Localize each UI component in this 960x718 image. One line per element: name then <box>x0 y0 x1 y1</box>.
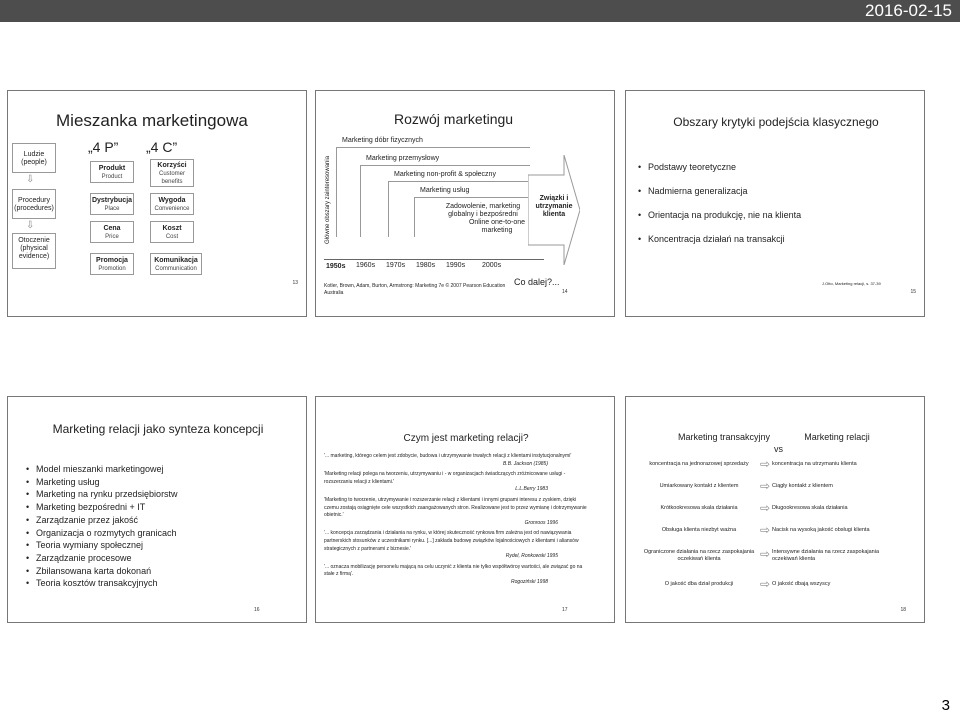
row-left: O jakość dba dział produkcji <box>664 581 734 587</box>
c-item-communication: Komunikacja Communication <box>150 253 202 275</box>
bullet-item: • Zarządzanie przez jakość <box>26 514 296 527</box>
column-4c-heading: „4 C” <box>146 139 178 155</box>
slide-15 <box>625 90 925 317</box>
row-left: koncentracja na jednorazowej sprzedaży <box>649 461 749 467</box>
bullet-item: • Zbilansowana karta dokonań <box>26 565 296 578</box>
bullet-item: • Koncentracja działań na transakcji <box>638 227 918 251</box>
decade-1990s: 1990s <box>446 262 466 269</box>
c-item-cost: Koszt Cost <box>150 221 194 243</box>
arrow-right-icon: ⇨ <box>760 479 771 493</box>
quote-item: '... koncepcja zarządzania i działania na rynku, w której skuteczność rynkowa firm zależna jest od nawiązywania partnerskich stosunków z uczestnikami rynku. [...] zakłada budowę związków lojalnościowych z klientami i aliansów strategicznych z partnerami z biznesie.' Rydel, Ronkowski 1995 <box>324 530 579 560</box>
arrow-down-icon: ⇩ <box>26 220 35 231</box>
p-item-place: Dystrybucja Place <box>90 193 134 215</box>
left-column-title: Marketing transakcyjny <box>677 432 771 442</box>
header-bar <box>0 0 960 22</box>
slide-title: Czym jest marketing relacji? <box>403 433 529 444</box>
arrow-right-icon: ⇨ <box>760 547 771 561</box>
stage-1: Marketing dóbr fizycznych <box>342 137 423 144</box>
vs-label: vs <box>774 444 783 454</box>
row-right: O jakość dbają wszyscy <box>772 581 831 587</box>
arrow-right-icon: ⇨ <box>760 577 771 591</box>
bullet-item: • Nadmierna generalizacja <box>638 179 918 203</box>
slide-number: 16 <box>254 607 260 613</box>
stage-4: Marketing usług <box>420 187 470 194</box>
bullet-item: • Orientacja na produkcję, nie na klienta <box>638 203 918 227</box>
row-left: Umiarkowany kontakt z klientem <box>659 483 739 489</box>
p-item-promotion: Promocja Promotion <box>90 253 134 275</box>
slide-title: Marketing relacji jako synteza koncepcji <box>52 422 264 436</box>
stage-3: Marketing non-profit & społeczny <box>394 171 496 178</box>
source-text: Kotler, Brown, Adam, Burton, Armstrong: Marketing 7e © 2007 Pearson Education Australia <box>324 283 506 296</box>
bullet-list <box>638 155 918 251</box>
c-item-convenience: Wygoda Convenience <box>150 193 194 215</box>
decade-1960s: 1960s <box>356 262 376 269</box>
arrow-right-icon: ⇨ <box>760 501 771 515</box>
bullet-item: • Marketing bezpośredni + IT <box>26 501 296 514</box>
arrow-right-icon: ⇨ <box>760 457 771 471</box>
row-right: Ciągły kontakt z klientem <box>772 483 833 489</box>
quote-list <box>324 453 588 587</box>
bullet-item: • Marketing usług <box>26 476 296 489</box>
row-left: Ograniczone działania na rzecz zaspokajania oczekiwań klienta <box>643 549 755 562</box>
bullet-item: • Model mieszanki marketingowej <box>26 463 296 476</box>
vertical-axis-label: Główne obszary zainteresowania <box>325 155 331 244</box>
side-label-procedures: Procedury (procedures) <box>12 189 56 219</box>
date-label: 2016-02-15 <box>865 1 952 20</box>
slide-17 <box>315 396 615 623</box>
slide-title: Obszary krytyki podejścia klasycznego <box>673 115 879 129</box>
row-left: Obsługa klienta niezbyt ważna <box>661 527 737 533</box>
slide-16 <box>7 396 307 623</box>
bullet-item: • Podstawy teoretyczne <box>638 155 918 179</box>
slide-title: Mieszanka marketingowa <box>56 111 248 130</box>
question-text: Co dalej?... <box>514 277 560 287</box>
bullet-item: • Teoria kosztów transakcyjnych <box>26 577 296 590</box>
arrow-text: Związki i utrzymanie klienta <box>535 195 573 218</box>
stage-6: Online one-to-one marketing <box>468 219 526 234</box>
bullet-list <box>26 463 296 590</box>
slide-13 <box>7 90 307 317</box>
quote-item: 'Marketing relacji polega na tworzeniu, utrzymywaniu i - w organizacjach świadczących zróżnicowane usługi - rozszerzaniu relacji z klientami.' L.L.Berry 1983 <box>324 471 566 493</box>
slide-title: Rozwój marketingu <box>394 111 514 127</box>
source-text: J.Otto, Marketing relacji, s. 37-39 <box>822 281 881 286</box>
row-left: Krótkookresowa skala działania <box>660 505 738 511</box>
row-right: Długookresowa skala działania <box>772 505 848 511</box>
slide-number: 17 <box>562 607 568 613</box>
quote-item: '... oznacza mobilizację personelu mającą na celu uczynić z klienta nie tylko współtwórcę wartości, ale związać go na stałe z firmą'. Rogoziński 1998 <box>324 563 583 585</box>
slide-18 <box>625 396 925 623</box>
arrow-right-icon: ⇨ <box>760 523 771 537</box>
side-label-physical-evidence: Otoczenie (physical evidence) <box>12 233 56 269</box>
stages-outline <box>414 197 530 237</box>
p-item-product: Produkt Product <box>90 161 134 183</box>
page-number: 3 <box>941 697 950 714</box>
bullet-item: • Organizacja o rozmytych granicach <box>26 527 296 540</box>
quote-item: 'Marketing to tworzenie, utrzymywanie i rozszerzanie relacji z klientami i innymi grupami interesu z zyskiem, dzięki czemu zostają osiągnięte cele wszystkich zaangażowanych stron. Realizowane jest to przez wymianę i dotrzymywanie obietnic.' Gronroos 1996 <box>324 496 587 526</box>
slide-number: 13 <box>292 280 298 286</box>
column-4p-heading: „4 P” <box>88 139 119 155</box>
row-right: koncentracja na utrzymaniu klienta <box>772 461 857 467</box>
row-right: Intensywne działania na rzecz zaspokajania oczekiwań klienta <box>772 549 880 562</box>
decade-1970s: 1970s <box>386 262 406 269</box>
right-column-title: Marketing relacji <box>804 432 870 442</box>
bullet-item: • Teoria wymiany społecznej <box>26 539 296 552</box>
c-item-benefits: Korzyści Customer benefits <box>150 159 194 187</box>
p-item-price: Cena Price <box>90 221 134 243</box>
bullet-item: • Zarządzanie procesowe <box>26 552 296 565</box>
stage-2: Marketing przemysłowy <box>366 155 440 162</box>
decade-1980s: 1980s <box>416 262 436 269</box>
decade-1950s: 1950s <box>326 263 346 270</box>
decade-2000s: 2000s <box>482 262 502 269</box>
slide-14 <box>315 90 615 317</box>
arrow-down-icon: ⇩ <box>26 174 35 185</box>
slide-number: 18 <box>900 607 906 613</box>
quote-item: '... marketing, którego celem jest zdobycie, budowa i utrzymywanie trwałych relacji z klientami instytucjonalnymi' B.B. Jackson (1985) <box>324 453 572 467</box>
slide-number: 14 <box>562 289 568 295</box>
bullet-item: • Marketing na rynku przedsiębiorstw <box>26 488 296 501</box>
row-right: Nacisk na wysoką jakość obsługi klienta <box>772 527 870 533</box>
side-label-people: Ludzie (people) <box>12 143 56 173</box>
stage-5: Zadowolenie, marketing globalny i bezpośredni <box>445 203 521 218</box>
timeline-axis <box>324 259 544 260</box>
slide-number: 15 <box>910 289 916 295</box>
